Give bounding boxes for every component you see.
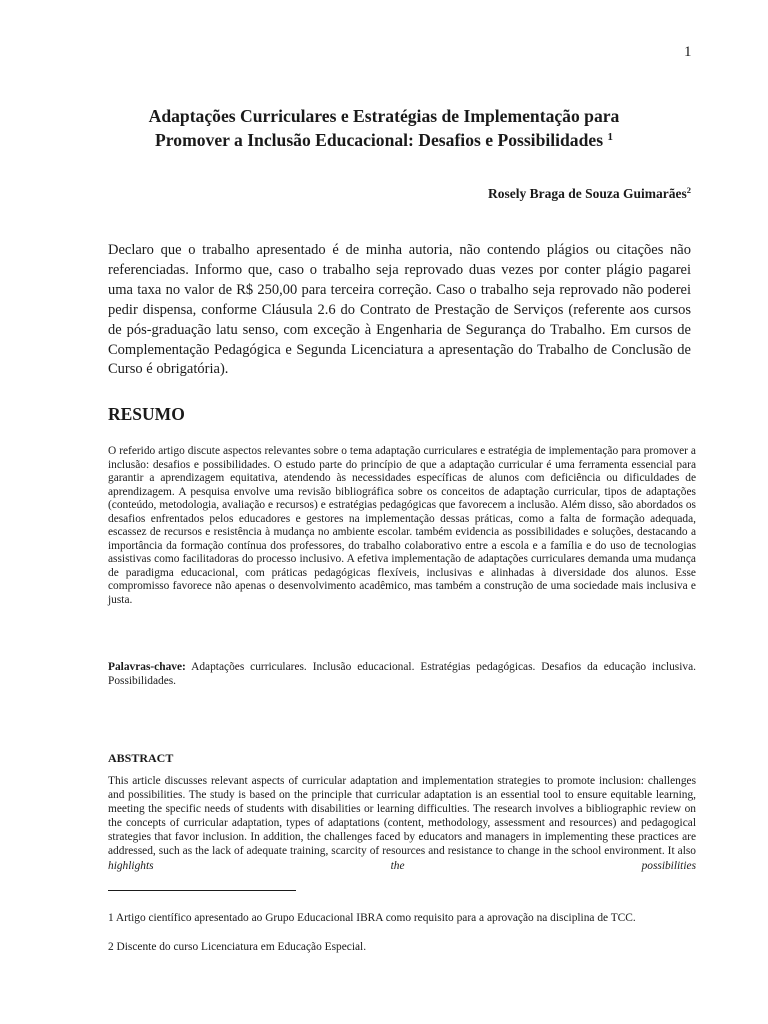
paper-title	[80, 104, 688, 152]
footnote-1: 1 Artigo científico apresentado ao Grupo Educacional IBRA como requisito para a aprovação na disciplina de TCC.	[108, 912, 636, 924]
abstract-italic-tail: highlights the possibilities	[108, 859, 696, 872]
title-footnote-mark: 1	[607, 131, 613, 143]
keywords-list: Adaptações curriculares. Inclusão educacional. Estratégias pedagógicas. Desafios da educação inclusiva. Possibilidades.	[108, 661, 697, 687]
abstract-heading: ABSTRACT	[108, 751, 174, 765]
footnote-separator	[108, 890, 296, 891]
title-line-2: Promover a Inclusão Educacional: Desafios e Possibilidades	[155, 130, 604, 150]
page-number: 1	[684, 44, 692, 60]
abstract-text: This article discusses relevant aspects of curricular adaptation and implementation strategies to promote inclusion: challenges and possibilities. The study is based on the principle that curricular adaptation is an essential tool to ensure equitable learning, meeting the specific needs of students with disabilities or learning difficulties. The research involves a bibliographic review on the concepts of curricular adaptation, types of adaptations (content, methodology, assessment and resources) and pedagogical strategies that favor inclusion. In addition, the challenges faced by educators and managers in implementing these practices are addressed, such as the lack of adequate training, scarcity of resources and resistance to change in the school environment. It also	[108, 775, 696, 858]
author-line	[488, 186, 691, 202]
keywords-label: Palavras-chave:	[108, 661, 186, 673]
author-name: Rosely Braga de Souza Guimarães	[488, 186, 687, 201]
resumo-body: O referido artigo discute aspectos relevantes sobre o tema adaptação curriculares e estratégia de implementação para promover a inclusão: desafios e possibilidades. O estudo parte do princípio de que a adaptação curricular é uma ferramenta essencial para garantir a aprendizagem equitativa, atendendo às necessidades específicas de alunos com deficiência ou dificuldades de aprendizagem. A pesquisa envolve uma revisão bibliográfica sobre os conceitos de adaptação curricular, tipos de adaptações (conteúdo, metodologia, avaliação e recursos) e estratégias pedagógicas que favorecem a inclusão. Além disso, são abordados os desafios enfrentados pelos educadores e gestores na implementação dessas práticas, como a falta de formação adequada, escassez de recursos e resistência à mudança no ambiente escolar. também evidencia as possibilidades e soluções, destacando a importância da formação contínua dos professores, do trabalho colaborativo entre a escola e a família e do uso de tecnologias assistivas como facilitadoras do processo inclusivo. A efetiva implementação de adaptações curriculares demanda uma mudança de paradigma educacional, com práticas pedagógicas flexíveis, inclusivas e alinhadas à diversidade dos alunos. Esse compromisso favorece não apenas o desenvolvimento acadêmico, mas também a construção de uma sociedade mais inclusiva e justa.	[108, 445, 696, 606]
abstract-body	[108, 774, 696, 873]
footnote-2: 2 Discente do curso Licenciatura em Educação Especial.	[108, 941, 367, 953]
keywords	[108, 660, 696, 688]
resumo-heading: RESUMO	[108, 404, 185, 424]
title-line-1: Adaptações Curriculares e Estratégias de Implementação para	[148, 106, 620, 126]
author-footnote-mark: 2	[686, 185, 691, 195]
authorship-declaration: Declaro que o trabalho apresentado é de minha autoria, não contendo plágios ou citações não referenciadas. Informo que, caso o trabalho seja reprovado duas vezes por conter plágio pagarei uma taxa no valor de R$ 250,00 para terceira correção. Caso o trabalho seja reprovado não poderei pedir dispensa, conforme Cláusula 2.6 do Contrato de Prestação de Serviços (referente aos cursos de pós-graduação latu senso, com exceção à Engenharia de Segurança do Trabalho. Em cursos de Complementação Pedagógica e Segunda Licenciatura a apresentação do Trabalho de Conclusão de Curso é obrigatória).	[108, 242, 691, 378]
